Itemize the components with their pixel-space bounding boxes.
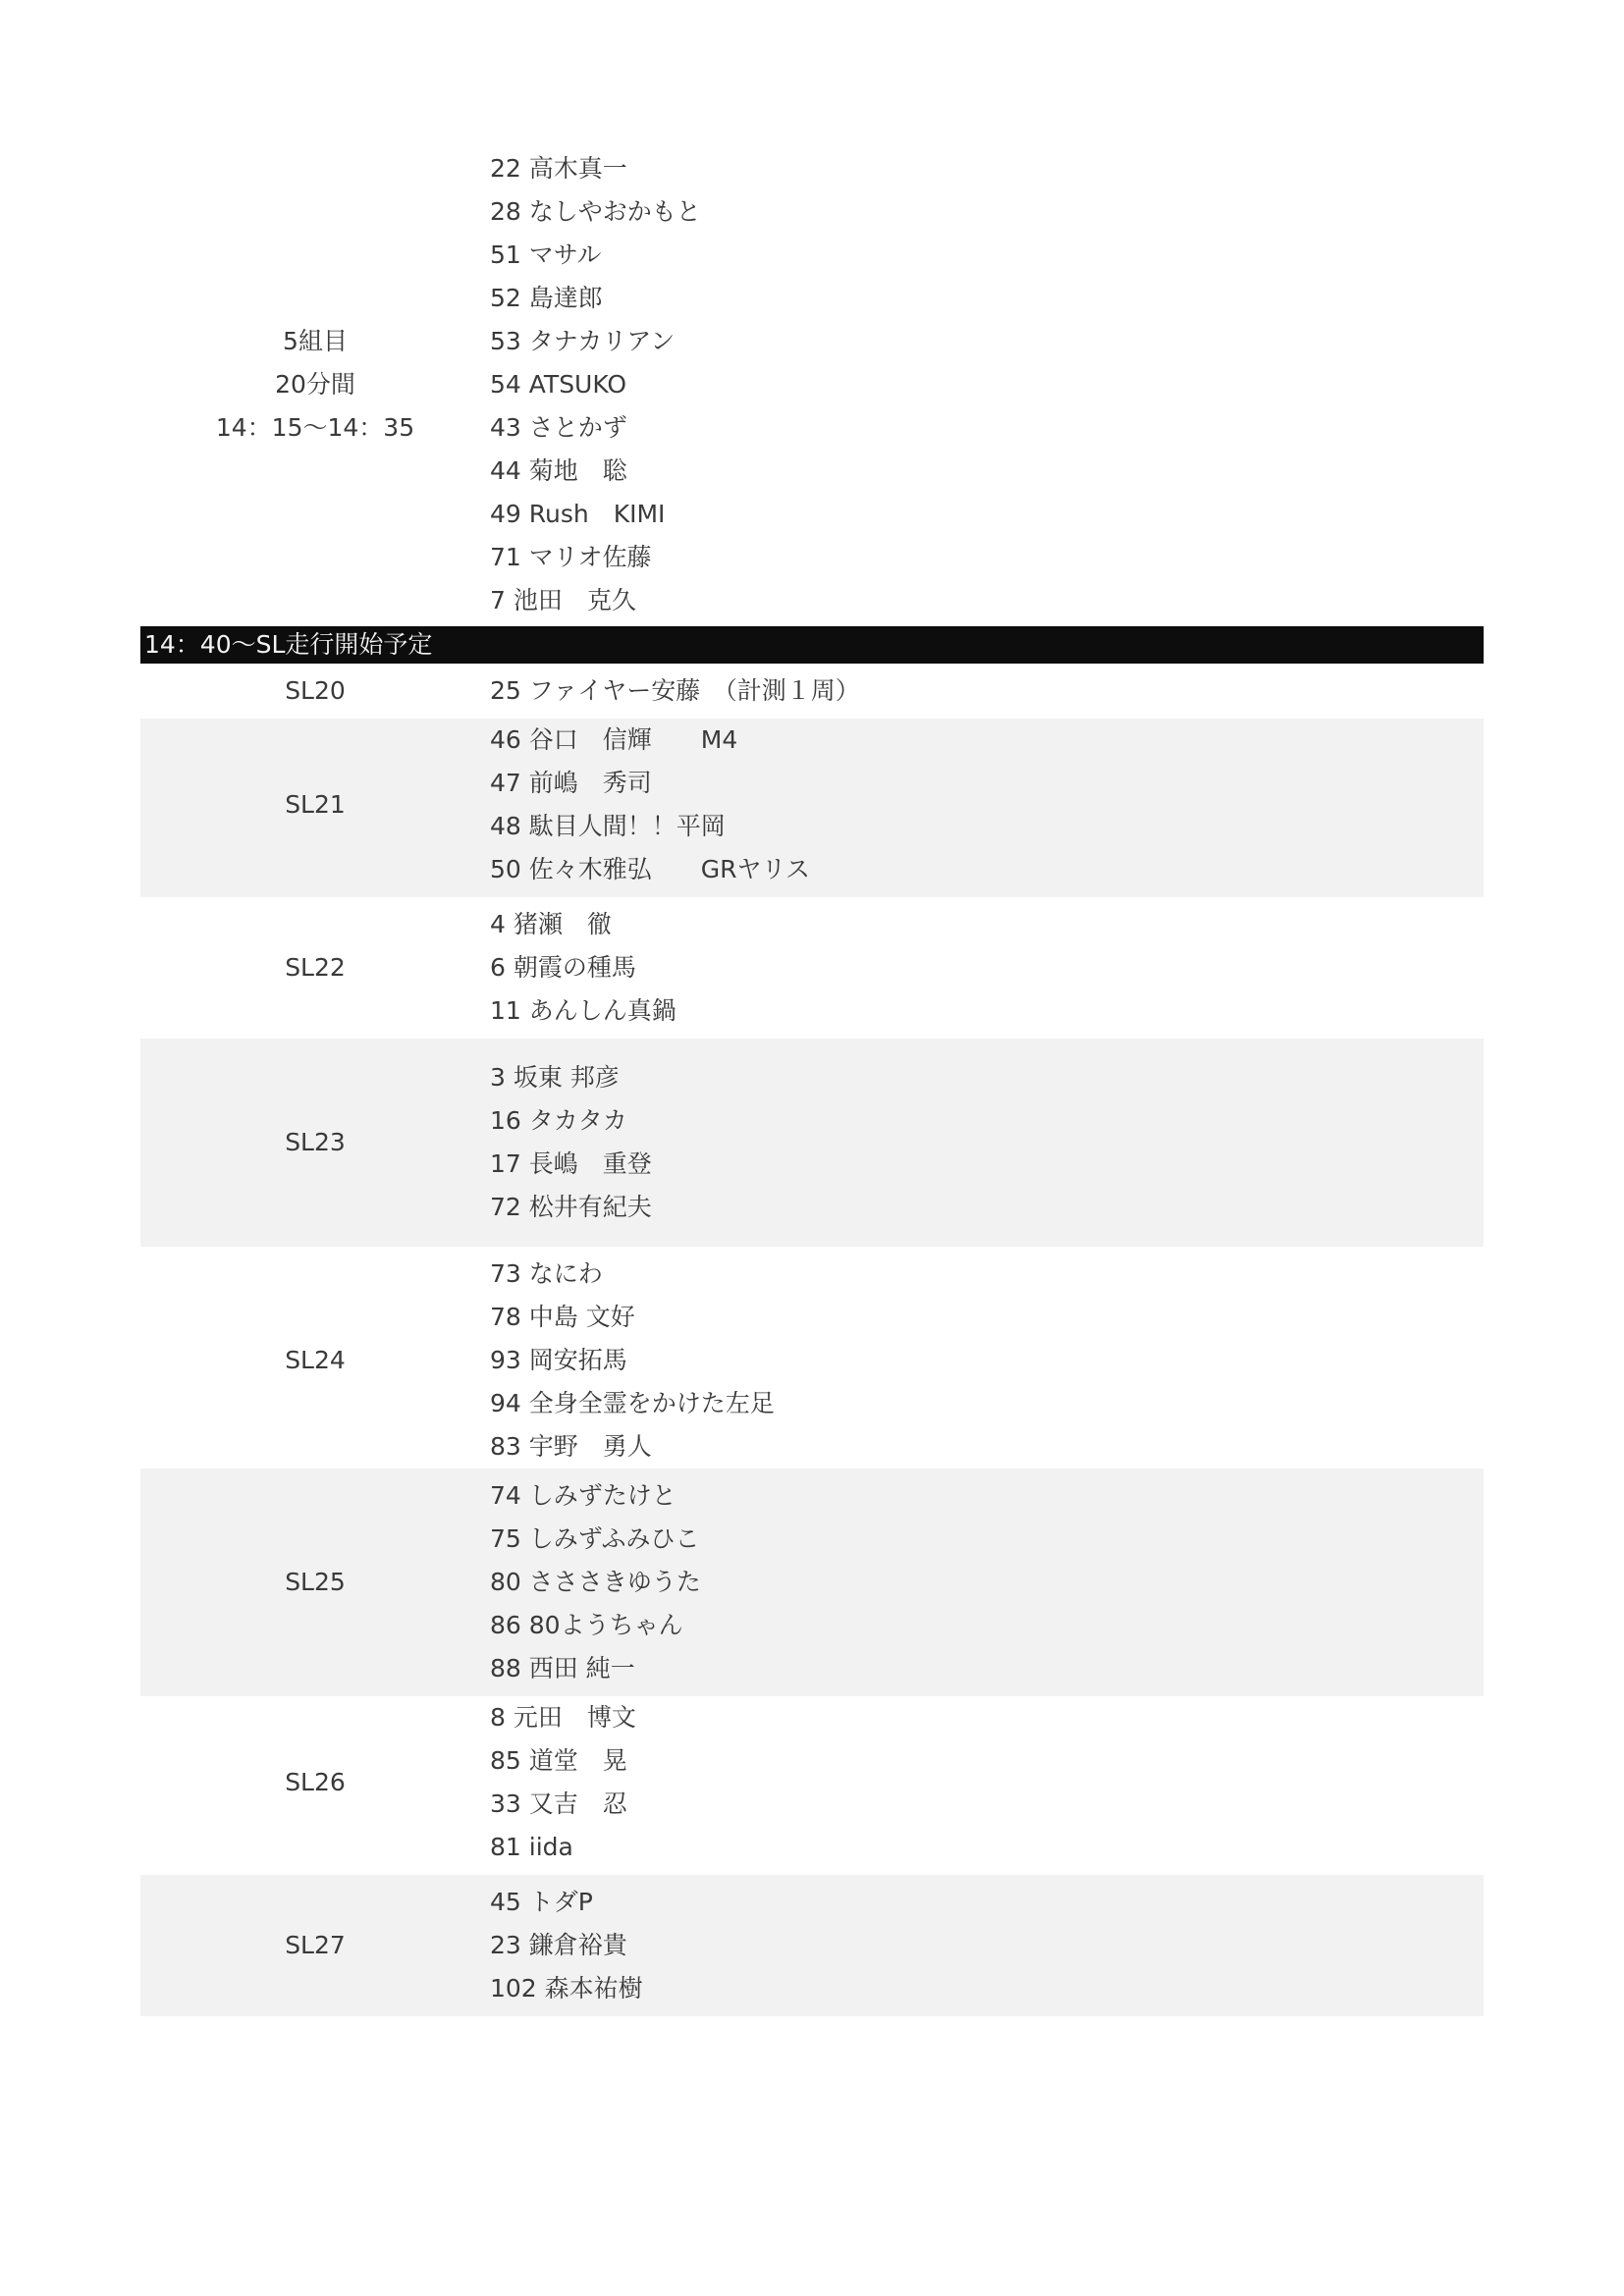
entry-list [490, 719, 1484, 891]
entry: 8 元田 博文 [490, 1703, 636, 1732]
entry: 23 鎌倉裕貴 [490, 1931, 627, 1959]
sl-label: SL25 [285, 1568, 346, 1596]
entry: 33 又吉 忍 [490, 1789, 627, 1818]
entry: 6 朝霞の種馬 [490, 953, 636, 982]
sl-block-25 [140, 1468, 1484, 1696]
entry: 86 80ようちゃん [490, 1611, 683, 1639]
entry: 45 トダP [490, 1888, 593, 1916]
entry: 43 さとかず [490, 413, 627, 442]
entry: 48 駄目人間！！平岡 [490, 812, 726, 840]
sl-label: SL24 [285, 1346, 346, 1374]
entry: 74 しみずたけと [490, 1481, 677, 1510]
entry: 78 中島 文好 [490, 1303, 635, 1331]
sl-block-20 [140, 664, 1484, 719]
entry-list [490, 1253, 1484, 1468]
sl-block-27 [140, 1875, 1484, 2016]
entry: 50 佐々木雅弘 GRヤリス [490, 855, 811, 883]
entry: 85 道堂 晃 [490, 1746, 627, 1775]
entry: 102 森本祐樹 [490, 1974, 643, 2002]
entry-list [490, 1696, 1484, 1869]
entry: 22 高木真一 [490, 154, 627, 183]
sl-label: SL27 [285, 1931, 346, 1959]
group-info [140, 320, 490, 450]
entry: 46 谷口 信輝 M4 [490, 725, 738, 754]
entry: 52 島達郎 [490, 284, 603, 312]
sl-block-22 [140, 897, 1484, 1039]
entry: 73 なにわ [490, 1259, 603, 1288]
entry: 7 池田 克久 [490, 586, 636, 614]
sl-start-header: 14：40〜SL走行開始予定 [140, 626, 1484, 664]
entry: 25 ファイヤー安藤 （計測１周） [490, 676, 860, 705]
entry: 16 タカタカ [490, 1106, 627, 1135]
entry: 80 さささきゆうた [490, 1568, 701, 1596]
group-duration: 20分間 [275, 370, 355, 399]
entry-list [490, 1056, 1484, 1229]
entry-list [490, 669, 1484, 713]
entry: 4 猪瀬 徹 [490, 910, 612, 938]
group-block-5 [140, 147, 1484, 622]
entry: 51 マサル [490, 240, 602, 269]
group-time: 14：15〜14：35 [215, 413, 415, 442]
sl-label: SL22 [285, 953, 346, 982]
entry: 11 あんしん真鍋 [490, 996, 677, 1025]
entry: 47 前嶋 秀司 [490, 769, 652, 797]
entry: 71 マリオ佐藤 [490, 543, 652, 571]
entry-list [490, 903, 1484, 1033]
entry: 94 全身全霊をかけた左足 [490, 1389, 775, 1417]
entry: 49 Rush KIMI [490, 500, 666, 528]
entry: 17 長嶋 重登 [490, 1149, 652, 1178]
sl-block-24 [140, 1247, 1484, 1468]
entry: 28 なしやおかもと [490, 197, 701, 226]
entry: 88 西田 純一 [490, 1654, 635, 1682]
entry-list [490, 1474, 1484, 1690]
entry: 93 岡安拓馬 [490, 1346, 627, 1374]
sl-label: SL26 [285, 1768, 346, 1796]
sl-block-23 [140, 1039, 1484, 1247]
entry: 53 タナカリアン [490, 327, 676, 355]
schedule-sheet [140, 147, 1484, 2016]
sl-label: SL23 [285, 1128, 346, 1156]
sl-label: SL21 [285, 790, 346, 819]
sl-block-26 [140, 1696, 1484, 1875]
entry: 81 iida [490, 1833, 573, 1861]
group-label: 5組目 [283, 327, 348, 355]
entry: 44 菊地 聡 [490, 456, 627, 485]
entry: 54 ATSUKO [490, 370, 627, 399]
entry: 3 坂東 邦彦 [490, 1063, 620, 1092]
entry-list [490, 147, 1484, 622]
sl-block-21 [140, 719, 1484, 897]
sl-label: SL20 [285, 676, 346, 705]
entry: 72 松井有紀夫 [490, 1193, 652, 1221]
entry: 83 宇野 勇人 [490, 1432, 652, 1461]
entry-list [490, 1881, 1484, 2010]
entry: 75 しみずふみひこ [490, 1524, 700, 1553]
